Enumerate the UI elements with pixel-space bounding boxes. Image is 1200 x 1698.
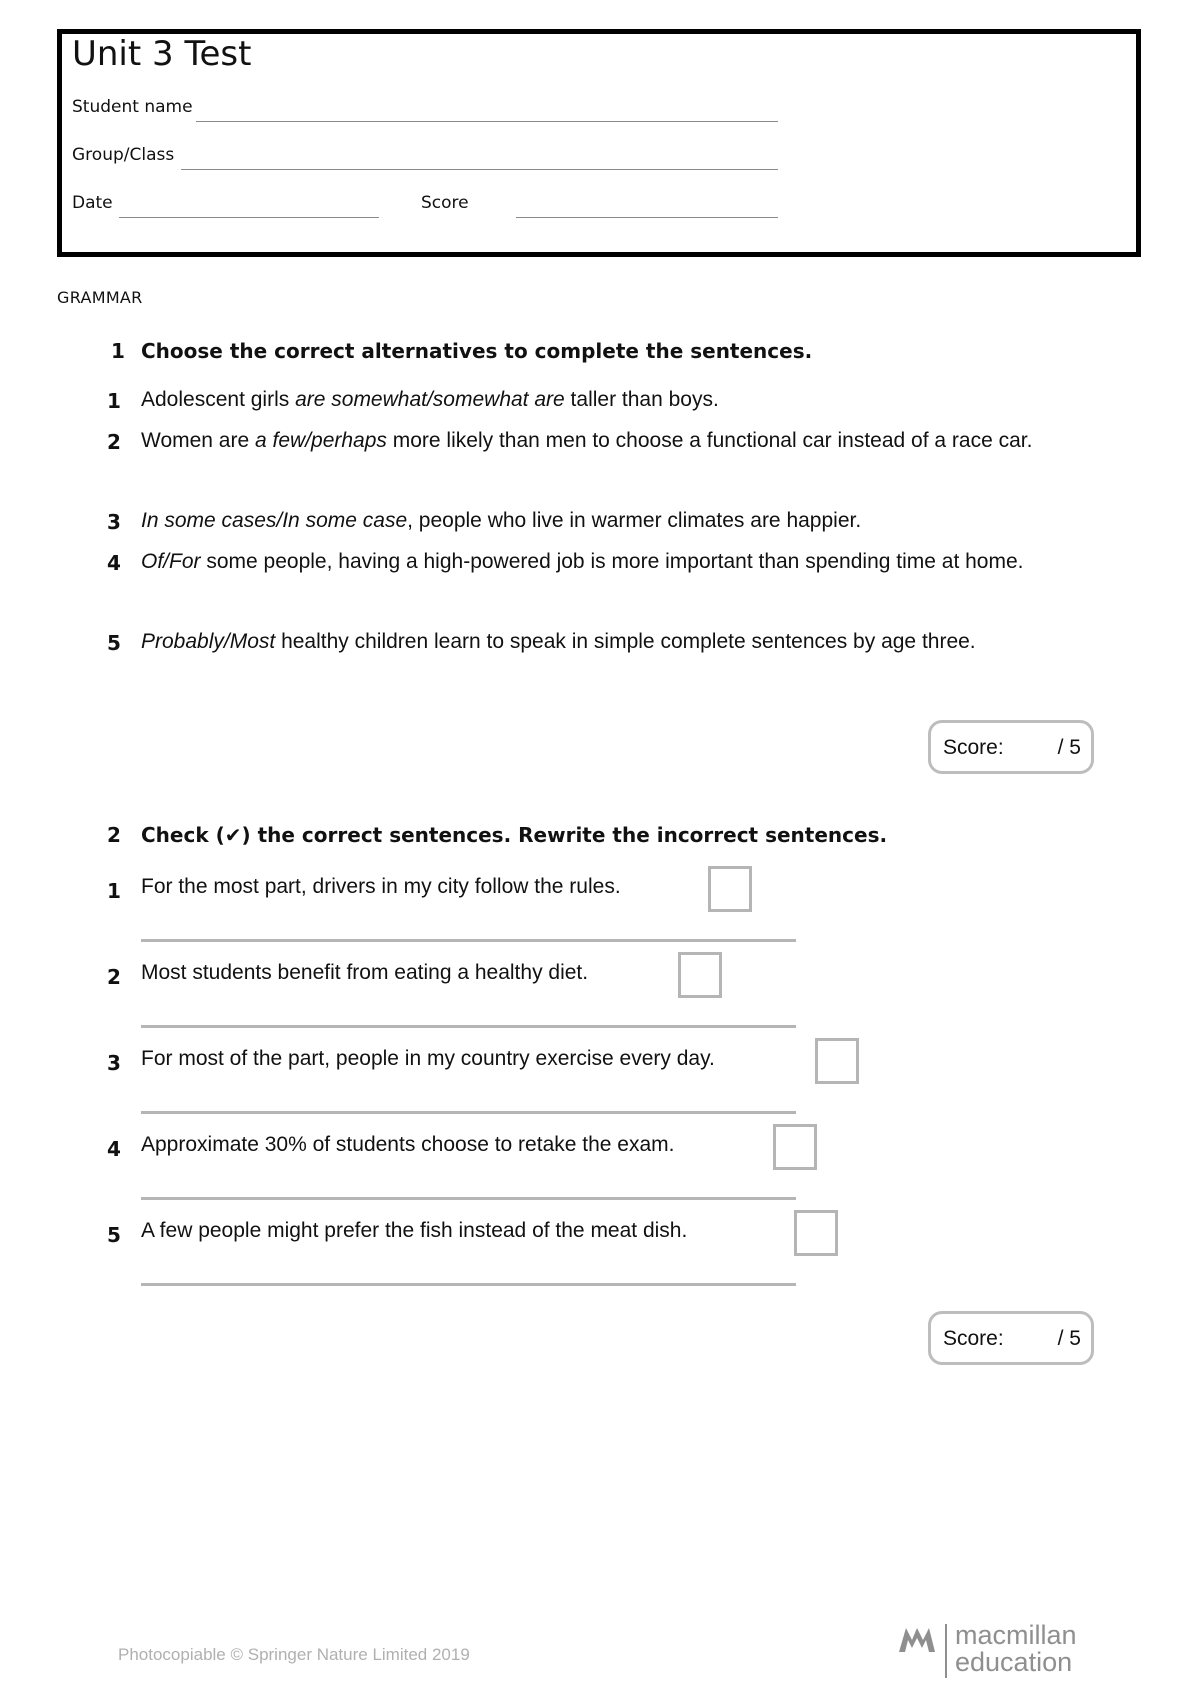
exercise-1-number: 1 [111, 339, 125, 363]
group-class-field[interactable] [181, 169, 778, 170]
ex2-item-number: 3 [107, 1051, 121, 1075]
date-label: Date [72, 193, 113, 213]
score-box-label: Score: [943, 1327, 1004, 1350]
ex1-item-number: 5 [107, 631, 121, 655]
publisher-logo-text: macmillan education [955, 1620, 1077, 1677]
ex2-item-4-checkbox[interactable] [773, 1124, 817, 1170]
ex2-item-number: 5 [107, 1223, 121, 1247]
ex2-item-5-text: A few people might prefer the fish instead of the meat dish. [141, 1219, 688, 1242]
ex1-item-5: Probably/Most healthy children learn to speak in simple complete sentences by age three. [141, 630, 976, 653]
ex2-item-number: 2 [107, 965, 121, 989]
macmillan-mark-icon [898, 1622, 936, 1658]
exercise-1-instruction: Choose the correct alternatives to complete the sentences. [141, 339, 813, 363]
ex2-item-2-checkbox[interactable] [678, 952, 722, 998]
ex2-item-1-answer-line[interactable] [141, 939, 796, 942]
exercise-1-score-box [928, 720, 1094, 774]
score-label: Score [421, 193, 469, 213]
ex1-item-number: 1 [107, 389, 121, 413]
date-field[interactable] [119, 217, 379, 218]
copyright-notice: Photocopiable © Springer Nature Limited 2019 [118, 1645, 470, 1664]
ex1-item-number: 3 [107, 510, 121, 534]
score-box-label: Score: [943, 736, 1004, 759]
logo-divider [945, 1624, 947, 1678]
ex2-item-2-answer-line[interactable] [141, 1025, 796, 1028]
student-name-label: Student name [72, 97, 193, 117]
score-box-max: / 5 [1057, 736, 1081, 759]
ex1-item-3: In some cases/In some case, people who live in warmer climates are happier. [141, 509, 862, 532]
ex2-item-4-text: Approximate 30% of students choose to retake the exam. [141, 1133, 675, 1156]
ex2-item-3-text: For most of the part, people in my country exercise every day. [141, 1047, 715, 1070]
group-class-label: Group/Class [72, 145, 175, 165]
ex1-item-2: Women are a few/perhaps more likely than men to choose a functional car instead of a race car. [141, 429, 1033, 452]
section-label: GRAMMAR [57, 288, 143, 307]
exercise-2-score-box [928, 1311, 1094, 1365]
ex2-item-3-checkbox[interactable] [815, 1038, 859, 1084]
ex2-item-3-answer-line[interactable] [141, 1111, 796, 1114]
ex2-item-2-text: Most students benefit from eating a healthy diet. [141, 961, 589, 984]
ex2-item-number: 1 [107, 879, 121, 903]
student-name-field[interactable] [196, 121, 778, 122]
page-title: Unit 3 Test [72, 34, 252, 74]
ex2-item-5-answer-line[interactable] [141, 1283, 796, 1286]
exercise-2-number: 2 [107, 823, 121, 847]
ex2-item-5-checkbox[interactable] [794, 1210, 838, 1256]
ex1-item-number: 2 [107, 430, 121, 454]
ex1-item-number: 4 [107, 551, 121, 575]
ex2-item-4-answer-line[interactable] [141, 1197, 796, 1200]
ex2-item-1-text: For the most part, drivers in my city follow the rules. [141, 875, 621, 898]
exercise-2-instruction: Check (✔) the correct sentences. Rewrite the incorrect sentences. [141, 823, 888, 847]
ex2-item-1-checkbox[interactable] [708, 866, 752, 912]
score-box-max: / 5 [1057, 1327, 1081, 1350]
score-field[interactable] [516, 217, 778, 218]
ex1-item-4: Of/For some people, having a high-powered job is more important than spending time at home. [141, 550, 1024, 573]
ex1-item-1: Adolescent girls are somewhat/somewhat are taller than boys. [141, 388, 719, 411]
ex2-item-number: 4 [107, 1137, 121, 1161]
